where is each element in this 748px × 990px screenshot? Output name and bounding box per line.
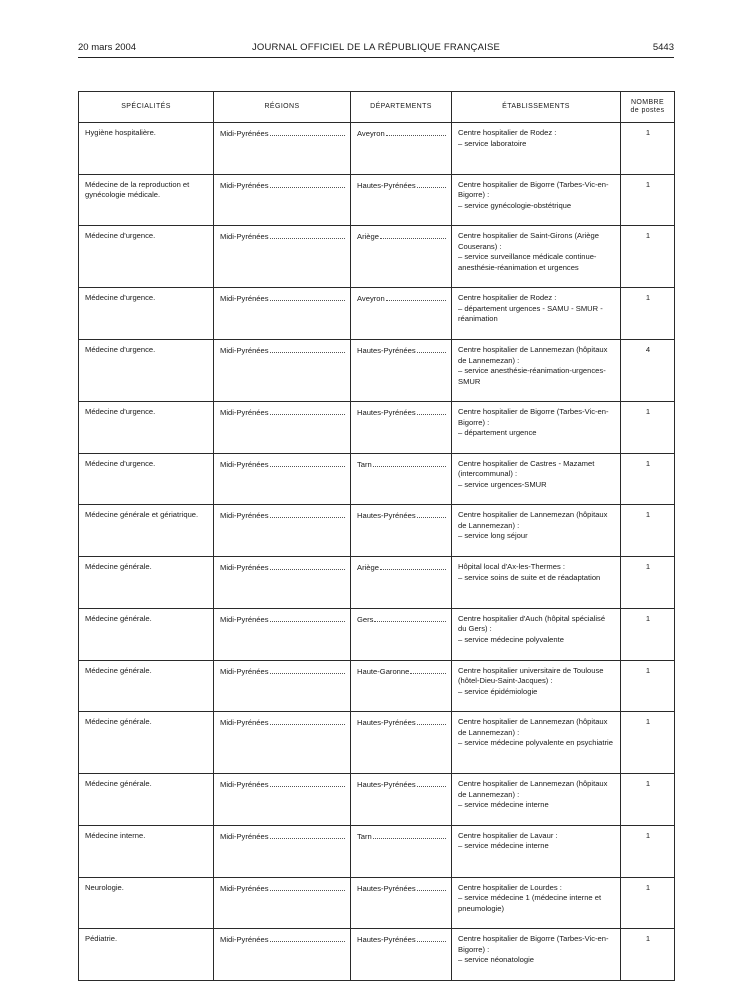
cell-region (214, 402, 351, 454)
departement-text: Hautes-Pyrénées (357, 935, 416, 945)
departement-leader (357, 231, 446, 243)
etablissement-service: – service long séjour (458, 531, 528, 541)
departement-text: Aveyron (357, 129, 385, 138)
dot-leader (270, 562, 345, 570)
cell-nombre: 1 (621, 712, 675, 774)
cell-etablissement (452, 774, 621, 826)
table-row (79, 505, 675, 557)
region-leader (220, 407, 345, 419)
region-text: Midi-Pyrénées (220, 294, 269, 304)
cell-specialite: Médecine d'urgence. (79, 402, 214, 454)
region-text: Midi-Pyrénées (220, 408, 269, 418)
cell-etablissement (452, 402, 621, 454)
etablissement-service: – service médecine interne (458, 841, 549, 851)
etablissement-name: Centre hospitalier de Lannemezan (hôpitaux de Lannemezan) : (458, 510, 608, 530)
cell-specialite: Hygiène hospitalière. (79, 123, 214, 175)
cell-specialite: Médecine générale et gériatrique. (79, 505, 214, 557)
cell-specialite: Médecine d'urgence. (79, 226, 214, 288)
cell-etablissement (452, 288, 621, 340)
departement-text: Aveyron (357, 294, 385, 304)
cell-departement (351, 505, 452, 557)
etablissement-name: Centre hospitalier universitaire de Toulouse (hôtel-Dieu-Saint-Jacques) : (458, 665, 604, 685)
table-row (79, 226, 675, 288)
etablissement-service: – service épidémiologie (458, 686, 538, 696)
region-text: Midi-Pyrénées (220, 935, 269, 945)
etablissement-name: Centre hospitalier de Lannemezan (hôpitaux de Lannemezan) : (458, 717, 608, 737)
region-text: Midi-Pyrénées (220, 346, 269, 356)
region-text: Midi-Pyrénées (220, 883, 269, 893)
cell-nombre: 1 (621, 929, 675, 981)
departement-leader (357, 614, 446, 626)
cell-nombre: 1 (621, 774, 675, 826)
etablissement-name: Centre hospitalier de Lourdes : (458, 882, 562, 892)
cell-etablissement (452, 660, 621, 712)
departement-leader (357, 128, 446, 140)
table-row (79, 660, 675, 712)
departement-leader (357, 717, 446, 729)
cell-etablissement (452, 825, 621, 877)
cell-etablissement (452, 557, 621, 609)
region-text: Midi-Pyrénées (220, 780, 269, 790)
dot-leader (417, 407, 446, 415)
cell-nombre: 1 (621, 825, 675, 877)
col-postes-label: de postes (630, 107, 665, 114)
dot-leader (270, 717, 345, 725)
cell-region (214, 174, 351, 226)
region-leader (220, 293, 345, 305)
departement-text: Ariège (357, 232, 379, 242)
cell-nombre: 1 (621, 453, 675, 505)
region-leader (220, 345, 345, 357)
cell-departement (351, 660, 452, 712)
region-leader (220, 180, 345, 192)
etablissement-service: – service urgences-SMUR (458, 479, 547, 489)
page-number: 5443 (652, 42, 674, 53)
publication-date: 20 mars 2004 (78, 42, 137, 53)
etablissement-name: Hôpital local d'Ax-les-Thermes : (458, 562, 565, 572)
cell-region (214, 825, 351, 877)
cell-departement (351, 226, 452, 288)
table-row (79, 174, 675, 226)
dot-leader (380, 562, 446, 570)
table-row (79, 712, 675, 774)
etablissement-name: Centre hospitalier de Bigorre (Tarbes-Vic-en-Bigorre) : (458, 179, 609, 200)
cell-specialite: Médecine générale. (79, 608, 214, 660)
region-leader (220, 934, 345, 946)
cell-departement (351, 340, 452, 402)
region-leader (220, 231, 345, 243)
col-nombre (621, 92, 675, 123)
cell-nombre: 1 (621, 608, 675, 660)
region-leader (220, 614, 345, 626)
dot-leader (270, 779, 345, 787)
cell-region (214, 608, 351, 660)
departement-leader (357, 293, 446, 305)
cell-departement (351, 557, 452, 609)
region-leader (220, 128, 345, 140)
cell-specialite: Médecine de la reproduction et gynécologie médicale. (79, 174, 214, 226)
departement-leader (357, 345, 446, 357)
cell-region (214, 774, 351, 826)
cell-departement (351, 774, 452, 826)
dot-leader (270, 128, 345, 136)
dot-leader (270, 231, 345, 239)
cell-etablissement (452, 123, 621, 175)
dot-leader (417, 510, 446, 518)
dot-leader (270, 293, 345, 301)
dot-leader (270, 831, 345, 839)
dot-leader (270, 934, 345, 942)
cell-etablissement (452, 174, 621, 226)
dot-leader (270, 407, 345, 415)
table-row (79, 453, 675, 505)
region-leader (220, 831, 345, 843)
etablissement-service: – service médecine polyvalente en psychiatrie (458, 738, 613, 748)
dot-leader (270, 883, 345, 891)
departement-leader (357, 934, 446, 946)
dot-leader (270, 345, 345, 353)
region-text: Midi-Pyrénées (220, 459, 269, 469)
etablissement-name: Centre hospitalier de Bigorre (Tarbes-Vic-en-Bigorre) : (458, 934, 609, 954)
dot-leader (270, 459, 345, 467)
header-rule (78, 57, 674, 58)
etablissement-service: – service laboratoire (458, 138, 527, 148)
region-leader (220, 883, 345, 895)
dot-leader (417, 779, 446, 787)
region-text: Midi-Pyrénées (220, 563, 269, 573)
etablissement-service: – service médecine 1 (médecine interne et pneumologie) (458, 893, 602, 913)
cell-departement (351, 453, 452, 505)
region-leader (220, 459, 345, 471)
etablissement-name: Centre hospitalier de Castres - Mazamet (intercommunal) : (458, 458, 595, 479)
etablissement-name: Centre hospitalier de Rodez : (458, 128, 557, 137)
cell-region (214, 712, 351, 774)
table-row (79, 825, 675, 877)
departement-text: Hautes-Pyrénées (357, 408, 416, 418)
cell-nombre: 1 (621, 402, 675, 454)
departement-text: Hautes-Pyrénées (357, 718, 416, 728)
cell-region (214, 929, 351, 981)
etablissement-name: Centre hospitalier de Rodez : (458, 293, 557, 303)
etablissement-service: – service soins de suite et de réadaptation (458, 572, 601, 582)
cell-specialite: Médecine générale. (79, 774, 214, 826)
etablissement-name: Centre hospitalier de Bigorre (Tarbes-Vic-en-Bigorre) : (458, 407, 609, 427)
etablissement-service: – service médecine polyvalente (458, 634, 564, 644)
departement-text: Haute-Garonne (357, 666, 410, 676)
cell-etablissement (452, 608, 621, 660)
cell-nombre: 1 (621, 288, 675, 340)
departement-text: Tarn (357, 831, 372, 841)
departement-leader (357, 831, 446, 843)
cell-specialite: Médecine générale. (79, 660, 214, 712)
departement-text: Hautes-Pyrénées (357, 780, 416, 790)
table-row (79, 774, 675, 826)
departement-text: Tarn (357, 459, 372, 469)
table-row (79, 288, 675, 340)
departement-leader (357, 666, 446, 678)
table-row (79, 557, 675, 609)
region-text: Midi-Pyrénées (220, 666, 269, 676)
dot-leader (417, 180, 446, 188)
cell-specialite: Médecine d'urgence. (79, 340, 214, 402)
departement-leader (357, 779, 446, 791)
dot-leader (270, 510, 345, 518)
etablissement-name: Centre hospitalier de Lannemezan (hôpitaux de Lannemezan) : (458, 345, 608, 365)
departement-text: Hautes-Pyrénées (357, 180, 416, 190)
departement-leader (357, 459, 446, 471)
region-leader (220, 779, 345, 791)
region-text: Midi-Pyrénées (220, 718, 269, 728)
region-text: Midi-Pyrénées (220, 232, 269, 242)
etablissement-service: – département urgence (458, 428, 537, 438)
etablissement-name: Centre hospitalier de Lannemezan (hôpitaux de Lannemezan) : (458, 779, 608, 799)
cell-etablissement (452, 877, 621, 929)
table-row (79, 929, 675, 981)
cell-region (214, 505, 351, 557)
col-regions: RÉGIONS (214, 92, 351, 123)
etablissement-name: Centre hospitalier de Lavaur : (458, 830, 558, 840)
cell-region (214, 123, 351, 175)
cell-departement (351, 712, 452, 774)
journal-title: JOURNAL OFFICIEL DE LA RÉPUBLIQUE FRANÇAISE (251, 42, 501, 53)
cell-departement (351, 402, 452, 454)
dot-leader (417, 883, 446, 891)
departement-leader (357, 407, 446, 419)
region-leader (220, 666, 345, 678)
departement-text: Gers (357, 614, 374, 624)
region-text: Midi-Pyrénées (220, 831, 269, 841)
col-specialites: SPÉCIALITÉS (79, 92, 214, 123)
cell-region (214, 288, 351, 340)
table-row (79, 402, 675, 454)
etablissement-service: – département urgences - SAMU - SMUR - réanimation (458, 303, 603, 324)
etablissement-service: – service néonatologie (458, 955, 534, 965)
dot-leader (270, 614, 345, 622)
cell-nombre: 1 (621, 123, 675, 175)
etablissement-service: – service anesthésie-réanimation-urgences-SMUR (458, 366, 606, 386)
cell-specialite: Médecine interne. (79, 825, 214, 877)
col-etablissements: ÉTABLISSEMENTS (452, 92, 621, 123)
cell-etablissement (452, 340, 621, 402)
cell-etablissement (452, 712, 621, 774)
dot-leader (386, 293, 446, 301)
cell-etablissement (452, 453, 621, 505)
etablissement-service: – service gynécologie-obstétrique (458, 200, 572, 210)
cell-nombre: 1 (621, 226, 675, 288)
dot-leader (380, 231, 446, 239)
cell-departement (351, 123, 452, 175)
dot-leader (270, 180, 345, 188)
region-text: Midi-Pyrénées (220, 180, 269, 190)
departement-text: Hautes-Pyrénées (357, 883, 416, 893)
cell-specialite: Neurologie. (79, 877, 214, 929)
col-departements: DÉPARTEMENTS (351, 92, 452, 123)
cell-region (214, 340, 351, 402)
cell-nombre: 1 (621, 174, 675, 226)
cell-region (214, 557, 351, 609)
dot-leader (270, 666, 345, 674)
page-header (78, 42, 674, 56)
cell-departement (351, 825, 452, 877)
table-row (79, 123, 675, 175)
departement-leader (357, 180, 446, 192)
cell-departement (351, 288, 452, 340)
region-text: Midi-Pyrénées (220, 614, 269, 624)
dot-leader (410, 666, 446, 674)
etablissement-service: – service médecine interne (458, 800, 549, 810)
cell-region (214, 453, 351, 505)
dot-leader (374, 614, 446, 622)
cell-specialite: Médecine d'urgence. (79, 453, 214, 505)
cell-specialite: Médecine d'urgence. (79, 288, 214, 340)
cell-departement (351, 174, 452, 226)
cell-etablissement (452, 929, 621, 981)
departement-leader (357, 883, 446, 895)
departement-text: Hautes-Pyrénées (357, 346, 416, 356)
departement-leader (357, 562, 446, 574)
cell-etablissement (452, 505, 621, 557)
table-row (79, 877, 675, 929)
cell-etablissement (452, 226, 621, 288)
etablissement-name: Centre hospitalier de Saint-Girons (Ariège Couserans) : (458, 231, 599, 251)
cell-departement (351, 877, 452, 929)
cell-nombre: 4 (621, 340, 675, 402)
departement-text: Ariège (357, 563, 379, 573)
cell-nombre: 1 (621, 877, 675, 929)
dot-leader (417, 717, 446, 725)
region-leader (220, 562, 345, 574)
cell-specialite: Pédiatrie. (79, 929, 214, 981)
table-row (79, 340, 675, 402)
region-text: Midi-Pyrénées (220, 129, 269, 138)
cell-specialite: Médecine générale. (79, 712, 214, 774)
departement-text: Hautes-Pyrénées (357, 511, 416, 521)
region-leader (220, 717, 345, 729)
cell-departement (351, 929, 452, 981)
table-header-row (79, 92, 675, 123)
dot-leader (417, 345, 446, 353)
etablissement-name: Centre hospitalier d'Auch (hôpital spécialisé du Gers) : (458, 613, 606, 634)
col-nombre-label: NOMBRE (630, 99, 665, 106)
cell-specialite: Médecine générale. (79, 557, 214, 609)
region-leader (220, 510, 345, 522)
etablissement-service: – service surveillance médicale continue-anesthésie-réanimation et urgences (458, 252, 597, 272)
cell-region (214, 226, 351, 288)
postes-table (78, 91, 675, 981)
dot-leader (386, 128, 446, 136)
cell-departement (351, 608, 452, 660)
departement-leader (357, 510, 446, 522)
cell-region (214, 877, 351, 929)
cell-nombre: 1 (621, 660, 675, 712)
dot-leader (417, 934, 446, 942)
cell-nombre: 1 (621, 505, 675, 557)
cell-nombre: 1 (621, 557, 675, 609)
cell-region (214, 660, 351, 712)
table-row (79, 608, 675, 660)
dot-leader (373, 831, 446, 839)
dot-leader (373, 459, 446, 467)
region-text: Midi-Pyrénées (220, 511, 269, 521)
